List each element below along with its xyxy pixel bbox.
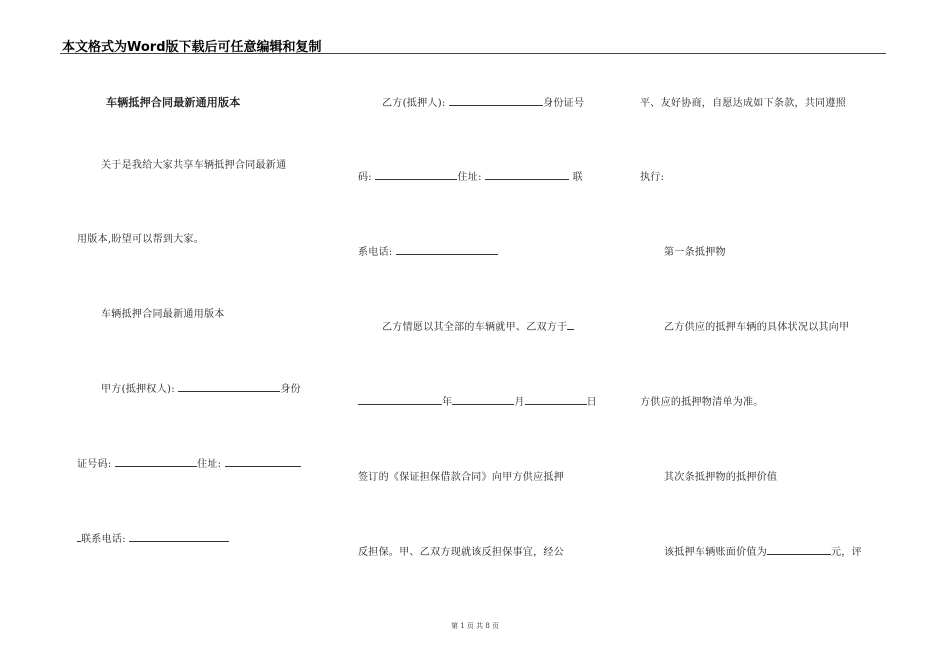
party-a-phone-label: 联系电话: — [81, 534, 126, 545]
party-b-phone-blank — [396, 244, 498, 255]
party-a-address-blank — [225, 456, 301, 467]
body-line-4: 反担保。甲、乙双方现就该反担保事宜，经公 — [358, 547, 564, 558]
party-a-id-blank — [115, 456, 197, 467]
article-2-heading: 其次条抵押物的抵押价值 — [664, 472, 778, 483]
party-b-address-blank — [485, 169, 569, 180]
intro-line-2: 用版本,盼望可以帮到大家。 — [77, 234, 205, 245]
party-a-id-label: 身份 — [280, 384, 301, 395]
party-b-phone-label: 系电话: — [358, 247, 393, 258]
party-a-label: 甲方(抵押权人): — [101, 384, 175, 395]
header-divider — [60, 53, 886, 54]
party-a-line-1 — [101, 380, 301, 395]
date-line — [358, 393, 597, 408]
header-title: 本文格式为Word版下载后可任意编辑和复制 — [62, 40, 322, 55]
page-footer: 第 1 页 共 8 页 — [450, 622, 500, 630]
body-line-1 — [382, 318, 574, 333]
col3-line-2: 执行: — [640, 172, 665, 183]
party-b-id-label: 身份证号 — [543, 98, 585, 109]
col3-line-4: 方供应的抵押物清单为准。 — [640, 397, 764, 408]
month-label: 月 — [514, 397, 525, 408]
party-b-contact-label: 联 — [572, 172, 584, 183]
party-a-address-label: 住址: — [197, 459, 222, 470]
party-b-id-label-cont: 码: — [358, 172, 372, 183]
book-value-blank — [767, 544, 831, 555]
book-value-label: 该抵押车辆账面价值为 — [664, 547, 767, 558]
party-b-label: 乙方(抵押人): — [382, 98, 446, 109]
col3-line-5 — [664, 543, 862, 558]
day-label: 日 — [586, 397, 597, 408]
party-a-name-blank — [178, 381, 280, 392]
body-blank-1 — [567, 319, 574, 330]
day-blank — [525, 394, 587, 405]
party-b-line-1 — [382, 94, 584, 109]
article-1-heading: 第一条抵押物 — [664, 247, 726, 258]
col3-line-3: 乙方供应的抵押车辆的具体状况以其向甲 — [664, 322, 850, 333]
party-b-name-blank — [449, 95, 543, 106]
document-title: 车辆抵押合同最新通用版本 — [106, 96, 241, 109]
party-b-line-2 — [358, 168, 583, 183]
party-a-id-label-cont: 证号码: — [77, 459, 112, 470]
month-blank — [452, 394, 514, 405]
party-b-id-blank — [375, 169, 457, 180]
party-a-line-2 — [77, 455, 301, 470]
party-a-phone-blank — [129, 531, 229, 542]
body-line-3: 签订的《保证担保借款合同》向甲方供应抵押 — [358, 472, 564, 483]
intro-line-1: 关于是我给大家共享车辆抵押合同最新通 — [101, 160, 287, 171]
party-a-line-3 — [77, 530, 229, 545]
year-blank — [358, 394, 442, 405]
subtitle: 车辆抵押合同最新通用版本 — [101, 309, 225, 320]
body-text-1: 乙方情愿以其全部的车辆就甲、乙双方于 — [382, 322, 568, 333]
col3-line-1: 平、友好协商，自愿达成如下条款，共同遵照 — [640, 98, 846, 109]
party-b-address-label: 住址: — [457, 172, 482, 183]
book-value-unit: 元，评 — [831, 547, 862, 558]
party-b-line-3 — [358, 243, 498, 258]
year-label: 年 — [442, 397, 453, 408]
